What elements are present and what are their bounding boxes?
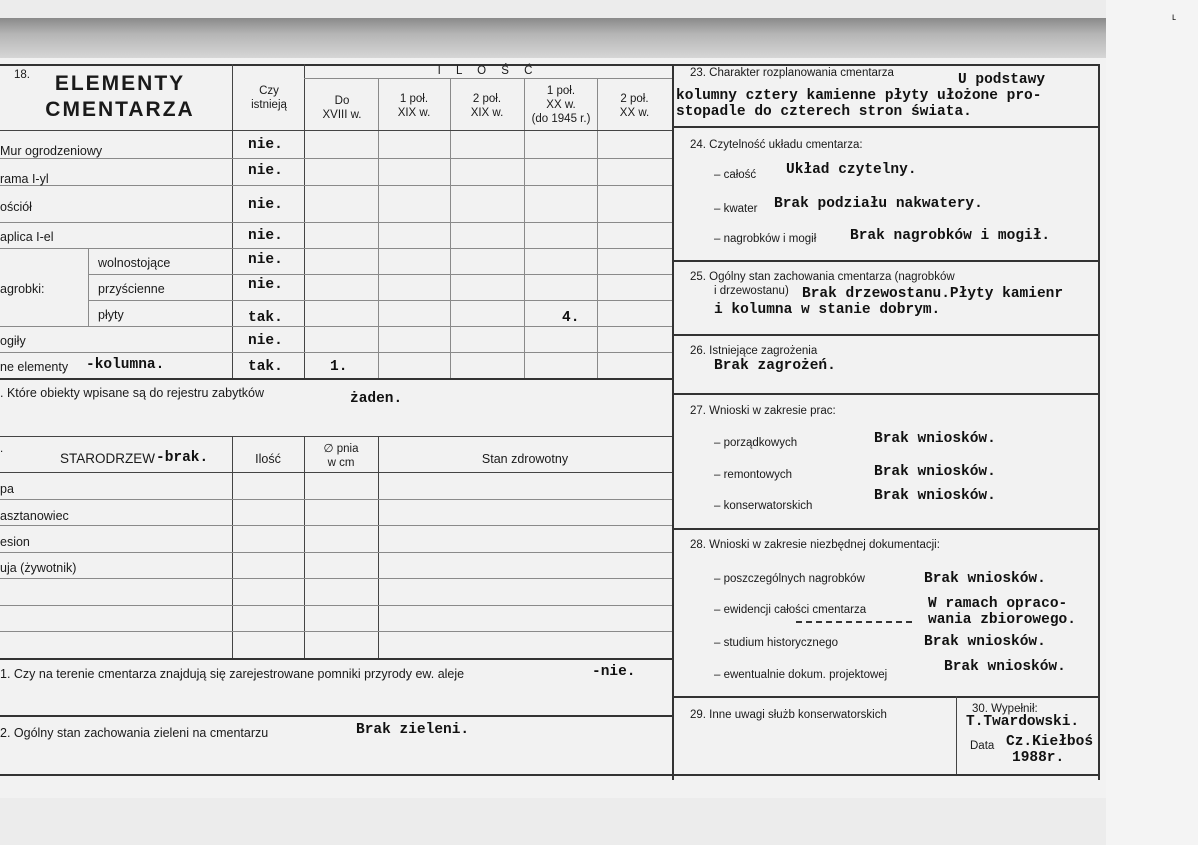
row-label-brama: rama I-yl bbox=[0, 172, 49, 186]
czy-value-wolnostojace: nie. bbox=[248, 252, 283, 268]
row-label-kosciol: ościół bbox=[0, 200, 32, 214]
elements-title-line2: CMENTARZA bbox=[45, 98, 195, 121]
section-24-calosc-value: Układ czytelny. bbox=[786, 162, 917, 178]
row-label-mur: Mur ogrodzeniowy bbox=[0, 144, 103, 158]
scan-top-band bbox=[0, 18, 1106, 58]
col-header-2pol-xx: 2 poł. XX w. bbox=[619, 93, 650, 119]
col-header-ilosc-trees: Ilość bbox=[255, 452, 281, 466]
section-24-kwater-value: Brak podziału nakwatery. bbox=[774, 196, 983, 212]
czy-value-inne: tak. bbox=[248, 359, 283, 375]
section-28-nagrobkow-label: – poszczególnych nagrobków bbox=[714, 573, 865, 585]
section-24-nagrobkow-label: – nagrobków i mogił bbox=[714, 233, 817, 245]
cemetery-card-sheet bbox=[0, 58, 1106, 798]
czy-value-kaplica: nie. bbox=[248, 228, 283, 244]
tree-row-1: asztanowiec bbox=[0, 509, 69, 523]
row-label-mogily: ogiły bbox=[0, 334, 26, 348]
czy-value-mogily: nie. bbox=[248, 333, 283, 349]
section-28-projektowej-label: – ewentualnie dokum. projektowej bbox=[714, 669, 888, 681]
section-19-label: . Które obiekty wpisane są do rejestru zabytków bbox=[0, 386, 265, 400]
tree-row-2: esion bbox=[0, 535, 30, 549]
row-label-plyty: płyty bbox=[98, 308, 124, 322]
row-inne-typed-kolumna: -kolumna. bbox=[86, 357, 165, 373]
section-26-label: 26. Istniejące zagrożenia bbox=[690, 345, 818, 357]
section-25-label-line2: i drzewostanu) bbox=[714, 285, 789, 297]
section-28-studium-value: Brak wniosków. bbox=[924, 634, 1046, 650]
czy-value-brama: nie. bbox=[248, 163, 283, 179]
section-24-calosc-label: – całość bbox=[714, 169, 757, 181]
tree-row-0: pa bbox=[0, 482, 14, 496]
col-header-czy-istnieja: Czy istnieją bbox=[251, 85, 287, 111]
section-27-remontowych-label: – remontowych bbox=[714, 469, 792, 481]
section-25-label-line1: 25. Ogólny stan zachowania cmentarza (nagrobków bbox=[690, 271, 955, 283]
section-21-label: 1. Czy na terenie cmentarza znajdują się zarejestrowane pomniki przyrody ew. aleje bbox=[0, 667, 465, 681]
section-23-line1: U podstawy bbox=[958, 72, 1046, 88]
row-label-przyscienne: przyścienne bbox=[98, 282, 165, 296]
section-25-value-line1: Brak drzewostanu.Płyty kamienr bbox=[802, 286, 1064, 302]
section-28-studium-label: – studium historycznego bbox=[714, 637, 839, 649]
section-23-line3: stopadle do czterech stron świata. bbox=[676, 104, 972, 120]
starodrzew-title: STARODRZEW bbox=[60, 451, 155, 466]
col-header-ilosc: I L O Ś Ć bbox=[437, 65, 539, 77]
czy-value-plyty: tak. bbox=[248, 310, 283, 326]
row-label-wolnostojace: wolnostojące bbox=[98, 256, 171, 270]
col-header-1pol-xix: 1 poł. XIX w. bbox=[397, 93, 431, 119]
section-27-label: 27. Wnioski w zakresie prac: bbox=[690, 405, 836, 417]
section-22-label: 2. Ogólny stan zachowania zieleni na cmentarzu bbox=[0, 726, 269, 740]
section-23-label: 23. Charakter rozplanowania cmentarza bbox=[690, 67, 894, 79]
ewidencji-underline bbox=[796, 621, 912, 623]
starodrzew-typed-brak: -brak. bbox=[156, 450, 209, 466]
section-27-remontowych-value: Brak wniosków. bbox=[874, 464, 996, 480]
section-23-line2: kolumny cztery kamienne płyty ułożone pro- bbox=[676, 88, 1042, 104]
col-header-pnia: ∅ pnia w cm bbox=[323, 443, 359, 469]
corner-mark: ʟ bbox=[1172, 12, 1177, 23]
section-30-label: 30. Wypełnił: bbox=[972, 703, 1038, 715]
row-label-kaplica: aplica I-el bbox=[0, 230, 54, 244]
section-30-year: 1988r. bbox=[1012, 750, 1065, 766]
col-header-2pol-xix: 2 poł. XIX w. bbox=[470, 93, 504, 119]
section-29-label: 29. Inne uwagi służb konserwatorskich bbox=[690, 709, 887, 721]
tree-row-3: uja (żywotnik) bbox=[0, 561, 77, 575]
section-27-porzadkowych-value: Brak wniosków. bbox=[874, 431, 996, 447]
row-label-inne-elementy: ne elementy bbox=[0, 360, 69, 374]
section-19-value: żaden. bbox=[350, 391, 403, 407]
elements-title-line1: ELEMENTY bbox=[54, 72, 186, 95]
section-28-ewidencji-label: – ewidencji całości cmentarza bbox=[714, 604, 867, 616]
plyty-count-1pol-xx: 4. bbox=[562, 310, 580, 326]
col-header-stan-zdrowotny: Stan zdrowotny bbox=[481, 452, 569, 466]
section-28-nagrobkow-value: Brak wniosków. bbox=[924, 571, 1046, 587]
section-20-number: . bbox=[0, 443, 4, 455]
section-30-name: T.Twardowski. bbox=[966, 714, 1080, 730]
col-header-do-xviii: Do XVIII w. bbox=[322, 95, 362, 121]
czy-value-mur: nie. bbox=[248, 137, 283, 153]
row-label-nagrobki-group: agrobki: bbox=[0, 282, 45, 296]
section-28-label: 28. Wnioski w zakresie niezbędnej dokumentacji: bbox=[690, 539, 940, 551]
section-27-konserwatorskich-value: Brak wniosków. bbox=[874, 488, 996, 504]
section-27-konserwatorskich-label: – konserwatorskich bbox=[714, 500, 813, 512]
inne-count-do-xviii: 1. bbox=[330, 359, 348, 375]
section-30-data-label: Data bbox=[970, 740, 995, 752]
section-21-value: -nie. bbox=[592, 664, 636, 680]
scan-right-margin bbox=[1106, 0, 1198, 845]
section-24-kwater-label: – kwater bbox=[714, 203, 758, 215]
section-30-data-value: Cz.Kiełboś bbox=[1006, 734, 1094, 750]
section-24-nagrobkow-value: Brak nagrobków i mogił. bbox=[850, 228, 1051, 244]
section-18-number: 18. bbox=[14, 69, 30, 81]
section-22-value: Brak zieleni. bbox=[356, 722, 470, 738]
col-header-1pol-xx: 1 poł. XX w. (do 1945 r.) bbox=[531, 85, 591, 125]
section-24-label: 24. Czytelność układu cmentarza: bbox=[690, 139, 863, 151]
section-28-ewidencji-value: W ramach opraco- wania zbiorowego. bbox=[928, 596, 1076, 628]
section-27-porzadkowych-label: – porządkowych bbox=[714, 437, 798, 449]
section-25-value-line2: i kolumna w stanie dobrym. bbox=[714, 302, 941, 318]
section-26-value: Brak zagrożeń. bbox=[714, 358, 836, 374]
czy-value-kosciol: nie. bbox=[248, 197, 283, 213]
czy-value-przyscienne: nie. bbox=[248, 277, 283, 293]
section-28-projektowej-value: Brak wniosków. bbox=[944, 659, 1066, 675]
